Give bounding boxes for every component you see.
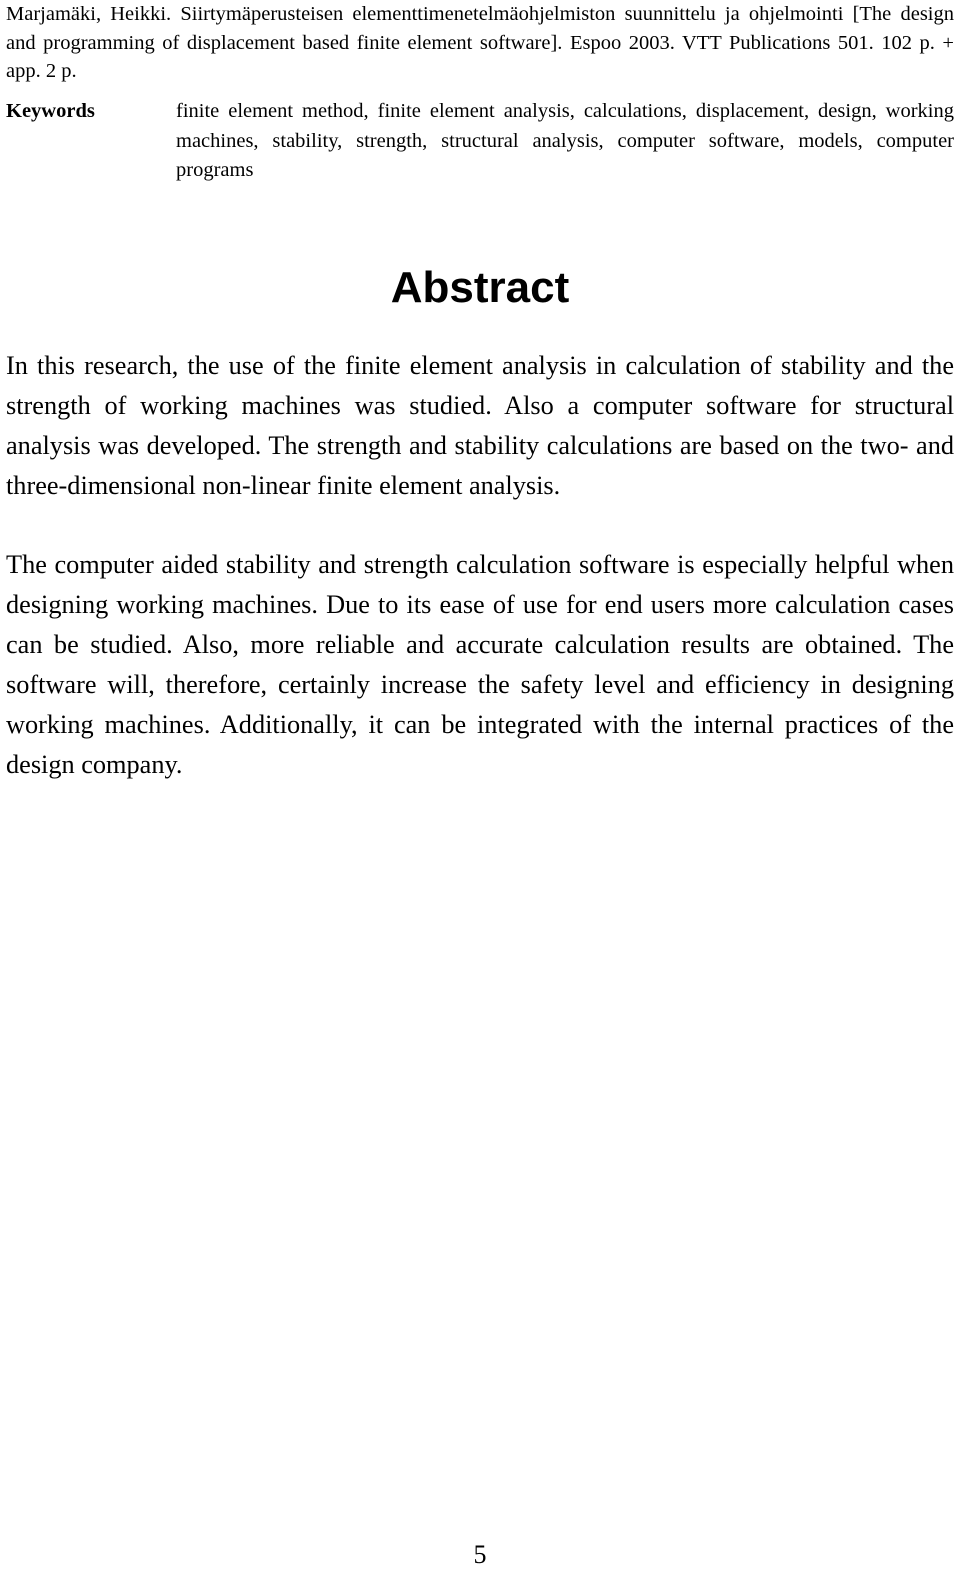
abstract-heading: Abstract [390, 263, 570, 312]
bibliographic-citation: Marjamäki, Heikki. Siirtymäperusteisen elementtimenetelmäohjelmiston suunnittelu ja ohjelmointi [The design and programming of displacement based finite element software]. Espoo 2003. VTT Publications 501. 102 p. + app. 2 p. [6, 3, 954, 82]
page-number: 5 [473, 1540, 487, 1569]
keywords-list: finite element method, finite element analysis, calculations, displacement, design, working machines, stability, strength, structural analysis, computer software, models, computer programs [176, 100, 954, 181]
abstract-paragraph: The computer aided stability and strength calculation software is especially helpful when designing working machines. Due to its ease of use for end users more calculation cases can be studied. Also, more reliable and accurate calculation results are obtained. The software will, therefore, certainly increase the safety level and efficiency in designing working machines. Additionally, it can be integrated with the internal practices of the design company. [6, 550, 954, 779]
abstract-paragraph: In this research, the use of the finite element analysis in calculation of stability and the strength of working machines was studied. Also a computer software for structural analysis was developed. The strength and stability calculations are based on the two- and three-dimensional non-linear finite element analysis. [6, 351, 954, 500]
keywords-label: Keywords [6, 100, 95, 122]
abstract-body [6, 346, 954, 824]
